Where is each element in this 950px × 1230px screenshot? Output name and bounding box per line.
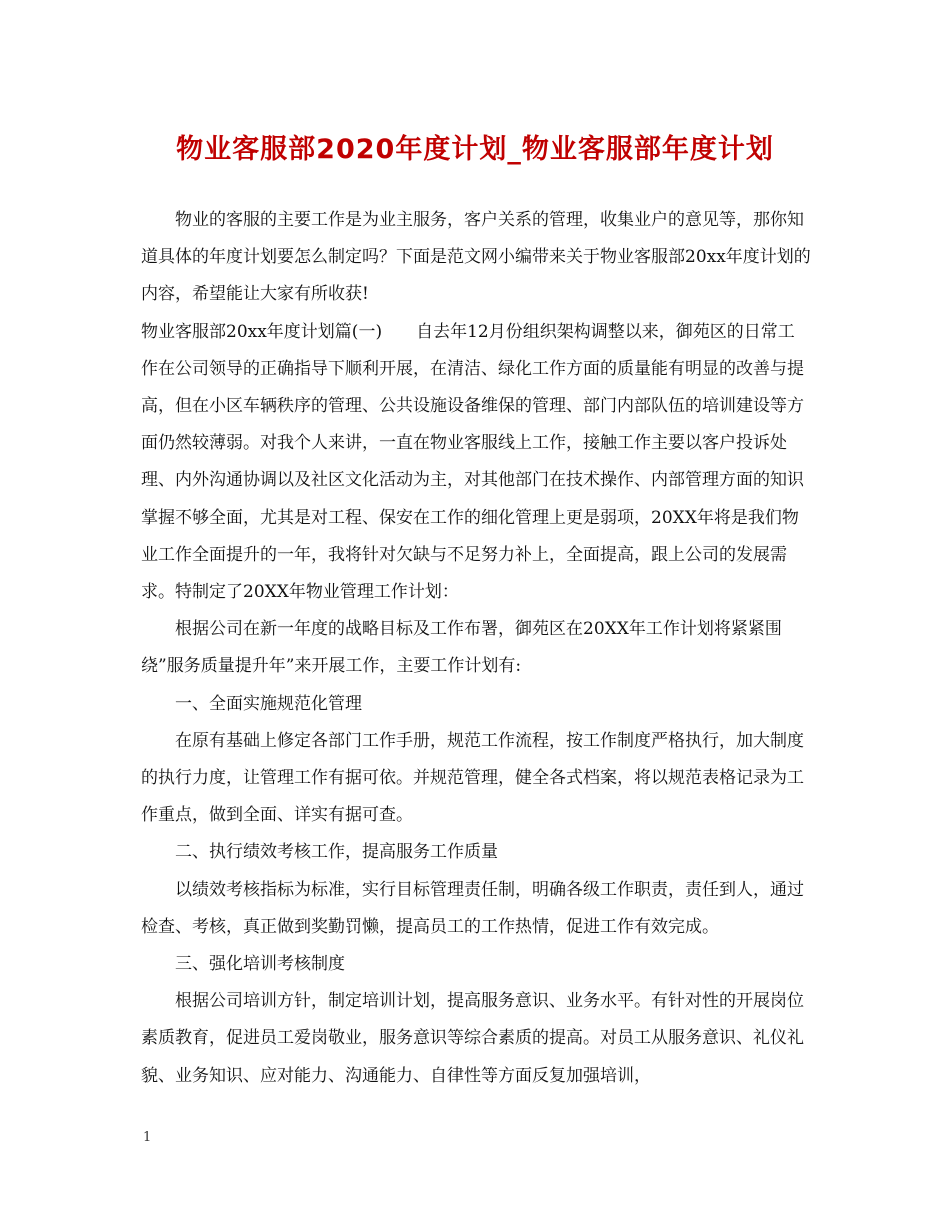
paragraph-training-assessment: 根据公司培训方针，制定培训计划，提高服务意识、业务水平。有针对性的开展岗位素质教育，促进员工爱岗敬业，服务意识等综合素质的提高。对员工从服务意识、礼仪礼貌、业务知识、应对能力、沟通能力、自律性等方面反复加强培训，	[141, 991, 804, 1086]
paragraph-performance-assessment: 以绩效考核指标为标准，实行目标管理责任制，明确各级工作职责，责任到人，通过检查、考核，真正做到奖勤罚懒，提高员工的工作热情，促进工作有效完成。	[141, 879, 804, 937]
page-number: 1	[143, 1130, 152, 1145]
paragraph-standardized-management: 在原有基础上修定各部门工作手册，规范工作流程，按工作制度严格执行，加大制度的执行力度，让管理工作有据可依。并规范管理，健全各式档案，将以规范表格记录为工作重点，做到全面、详实有据可查。	[141, 730, 804, 826]
heading-performance-assessment: 二、执行绩效考核工作，提高服务工作质量	[175, 842, 498, 863]
document-body	[141, 202, 811, 1095]
document-title: 物业客服部2020年度计划_物业客服部年度计划	[176, 134, 774, 165]
heading-standardized-management: 一、全面实施规范化管理	[175, 693, 362, 714]
paragraph-plan-section-one: 物业客服部20xx年度计划篇(一) 自去年12月份组织架构调整以来，御苑区的日常工作在公司领导的正确指导下顺利开展，在清洁、绿化工作方面的质量能有明显的改善与提高，但在小区车辆秩序的管理、公共设施设备维保的管理、部门内部队伍的培训建设等方面仍然较薄弱。对我个人来讲，一直在物业客服线上工作，接触工作主要以客户投诉处理、内外沟通协调以及社区文化活动为主，对其他部门在技术操作、内部管理方面的知识掌握不够全面，尤其是对工程、保安在工作的细化管理上更是弱项，20XX年将是我们物业工作全面提升的一年，我将针对欠缺与不足努力补上，全面提高，跟上公司的发展需求。特制定了20XX年物业管理工作计划：	[141, 321, 804, 603]
paragraph-strategy: 根据公司在新一年度的战略目标及工作布署，御苑区在20XX年工作计划将紧紧围绕”服务质量提升年”来开展工作，主要工作计划有:	[141, 619, 782, 677]
heading-training-assessment: 三、强化培训考核制度	[175, 954, 345, 975]
paragraph-intro: 物业的客服的主要工作是为业主服务，客户关系的管理，收集业户的意见等，那你知道具体的年度计划要怎么制定吗？下面是范文网小编带来关于物业客服部20xx年度计划的内容，希望能让大家有所收获!	[141, 210, 811, 305]
